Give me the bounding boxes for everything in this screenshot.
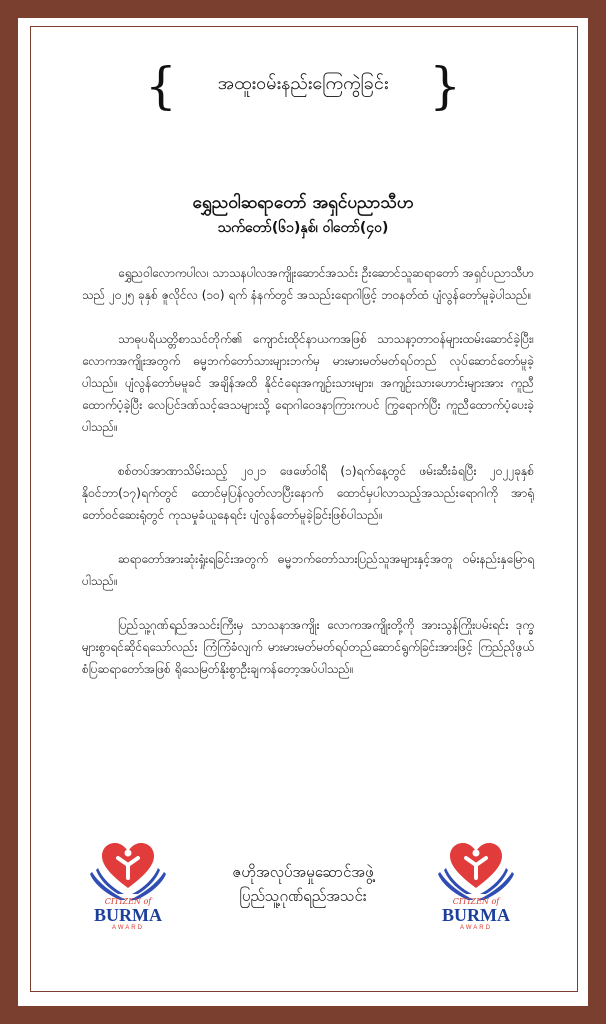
heading <box>145 58 461 114</box>
subtitle: သက်တော်(၆၁)နှစ်၊ ဝါတော်(၄၀) <box>217 220 389 236</box>
paragraph: စစ်တပ်အာဏာသိမ်းသည့် ၂၀၂၁ ဖေဖော်ဝါရီ (၁)ရက်နေ့တွင် ဖမ်းဆီးခံရပြီး ၂၀၂၂ခုနှစ် နိုဝင်ဘာ(၁၇)ရက်တွင် ထောင်မှပြန်လွတ်လာပြီးနောက် ထောင်မှပါလာသည့်အသည်းရောဂါကို အာရုံတော်ဝင်ဆေးရုံတွင် ကုသမှုခံယူနေရင်း ပျံလွန်တော်မူခဲ့ခြင်းဖြစ်ပါသည်။ <box>82 464 534 522</box>
logo-line2: BURMA <box>442 905 510 925</box>
logo-wordmark <box>88 898 168 931</box>
body <box>82 262 534 702</box>
title: ရွှေညဝါဆရာတော် အရှင်ပညာသီဟ <box>192 193 414 213</box>
citizen-of-burma-logo-right <box>436 838 516 938</box>
paragraph: ပြည်သူ့ဂုဏ်ရည်အသင်းကြီးမှ သာသနာအကျိုး လောကအကျိုးတို့ကို အားသွန်ကြိုးပမ်းရင်း ဒုက္ခများစွာရင်ဆိုင်ရသော်လည်း ကြံကြံခံလျက် မားမားမတ်မတ်ရပ်တည်ဆောင်ရွက်ခြင်းအားဖြင့် ကြည်ညိုဖွယ်စံပြဆရာတော်အဖြစ် ရိုသေမြတ်နိုးစွာဦးချကန်တော့အပ်ပါသည်။ <box>82 618 534 676</box>
paragraph: သာဓုပရိယတ္တိစာသင်တိုက်၏ ကျောင်းထိုင်နာယကအဖြစ် သာသနာ့တာဝန်များထမ်းဆောင်ခဲ့ပြီး၊ လောကအကျိုးအတွက် ဓမ္မဘက်တော်သားများဘက်မှ မားမားမတ်မတ်ရပ်တည် လုပ်ဆောင်တော်မူခဲ့ပါသည်။ ပျံလွန်တော်မမူခင် အချိန်အထိ နိုင်ငံရေးအကျဉ်းသားများ၊ အကျဉ်းသားဟောင်းများအား ကူညီထောက်ပံ့ခဲ့ပြီး လေပြင်ဒဏ်သင့်ဒေသများသို့ ရောဂါဝေဒနာကြားကပင် ကြွရောက်ပြီး ကူညီထောက်ပံ့ပေးခဲ့ပါသည်။ <box>82 332 534 434</box>
paragraph: ဆရာတော်အားဆုံးရှုံးရခြင်းအတွက် ဓမ္မဘက်တော်သားပြည်သူအများနှင့်အတူ ဝမ်းနည်းနှမြောရပါသည်။ <box>82 552 534 588</box>
logo-line1: CITIZEN of <box>452 897 500 906</box>
logo-line1: CITIZEN of <box>104 897 152 906</box>
paragraph: ရွှေညဝါလောကပါလ၊ သာသနပါလအကျိုးဆောင်အသင်း ဦးဆောင်သူဆရာတော် အရှင်ပညာသီဟသည် ၂၀၂၅ ခုနှစ် ဇူလိုင်လ (၁၀) ရက် နံနက်တွင် အသည်းရောဂါဖြင့် ဘဝနတ်ထံ ပျံလွန်တော်မူခဲ့ပါသည်။ <box>82 266 534 302</box>
logo-line3: AWARD <box>460 925 492 931</box>
logo-line3: AWARD <box>112 925 144 931</box>
citizen-of-burma-logo-left <box>88 838 168 938</box>
logo-wordmark <box>436 898 516 931</box>
logo-line2: BURMA <box>94 905 162 925</box>
heart-hands-icon <box>436 838 516 902</box>
organization-line2: ပြည်သူ့ဂုဏ်ရည်အသင်း <box>239 887 367 905</box>
left-brace: { <box>145 57 177 115</box>
organization <box>170 860 436 908</box>
right-brace: } <box>429 57 461 115</box>
organization-line1: ဇဟိုအလုပ်အမှုဆောင်အဖွဲ့ <box>232 863 374 881</box>
heading-text: အထူးဝမ်းနည်းကြေကွဲခြင်း <box>217 73 389 94</box>
heart-hands-icon <box>88 838 168 902</box>
